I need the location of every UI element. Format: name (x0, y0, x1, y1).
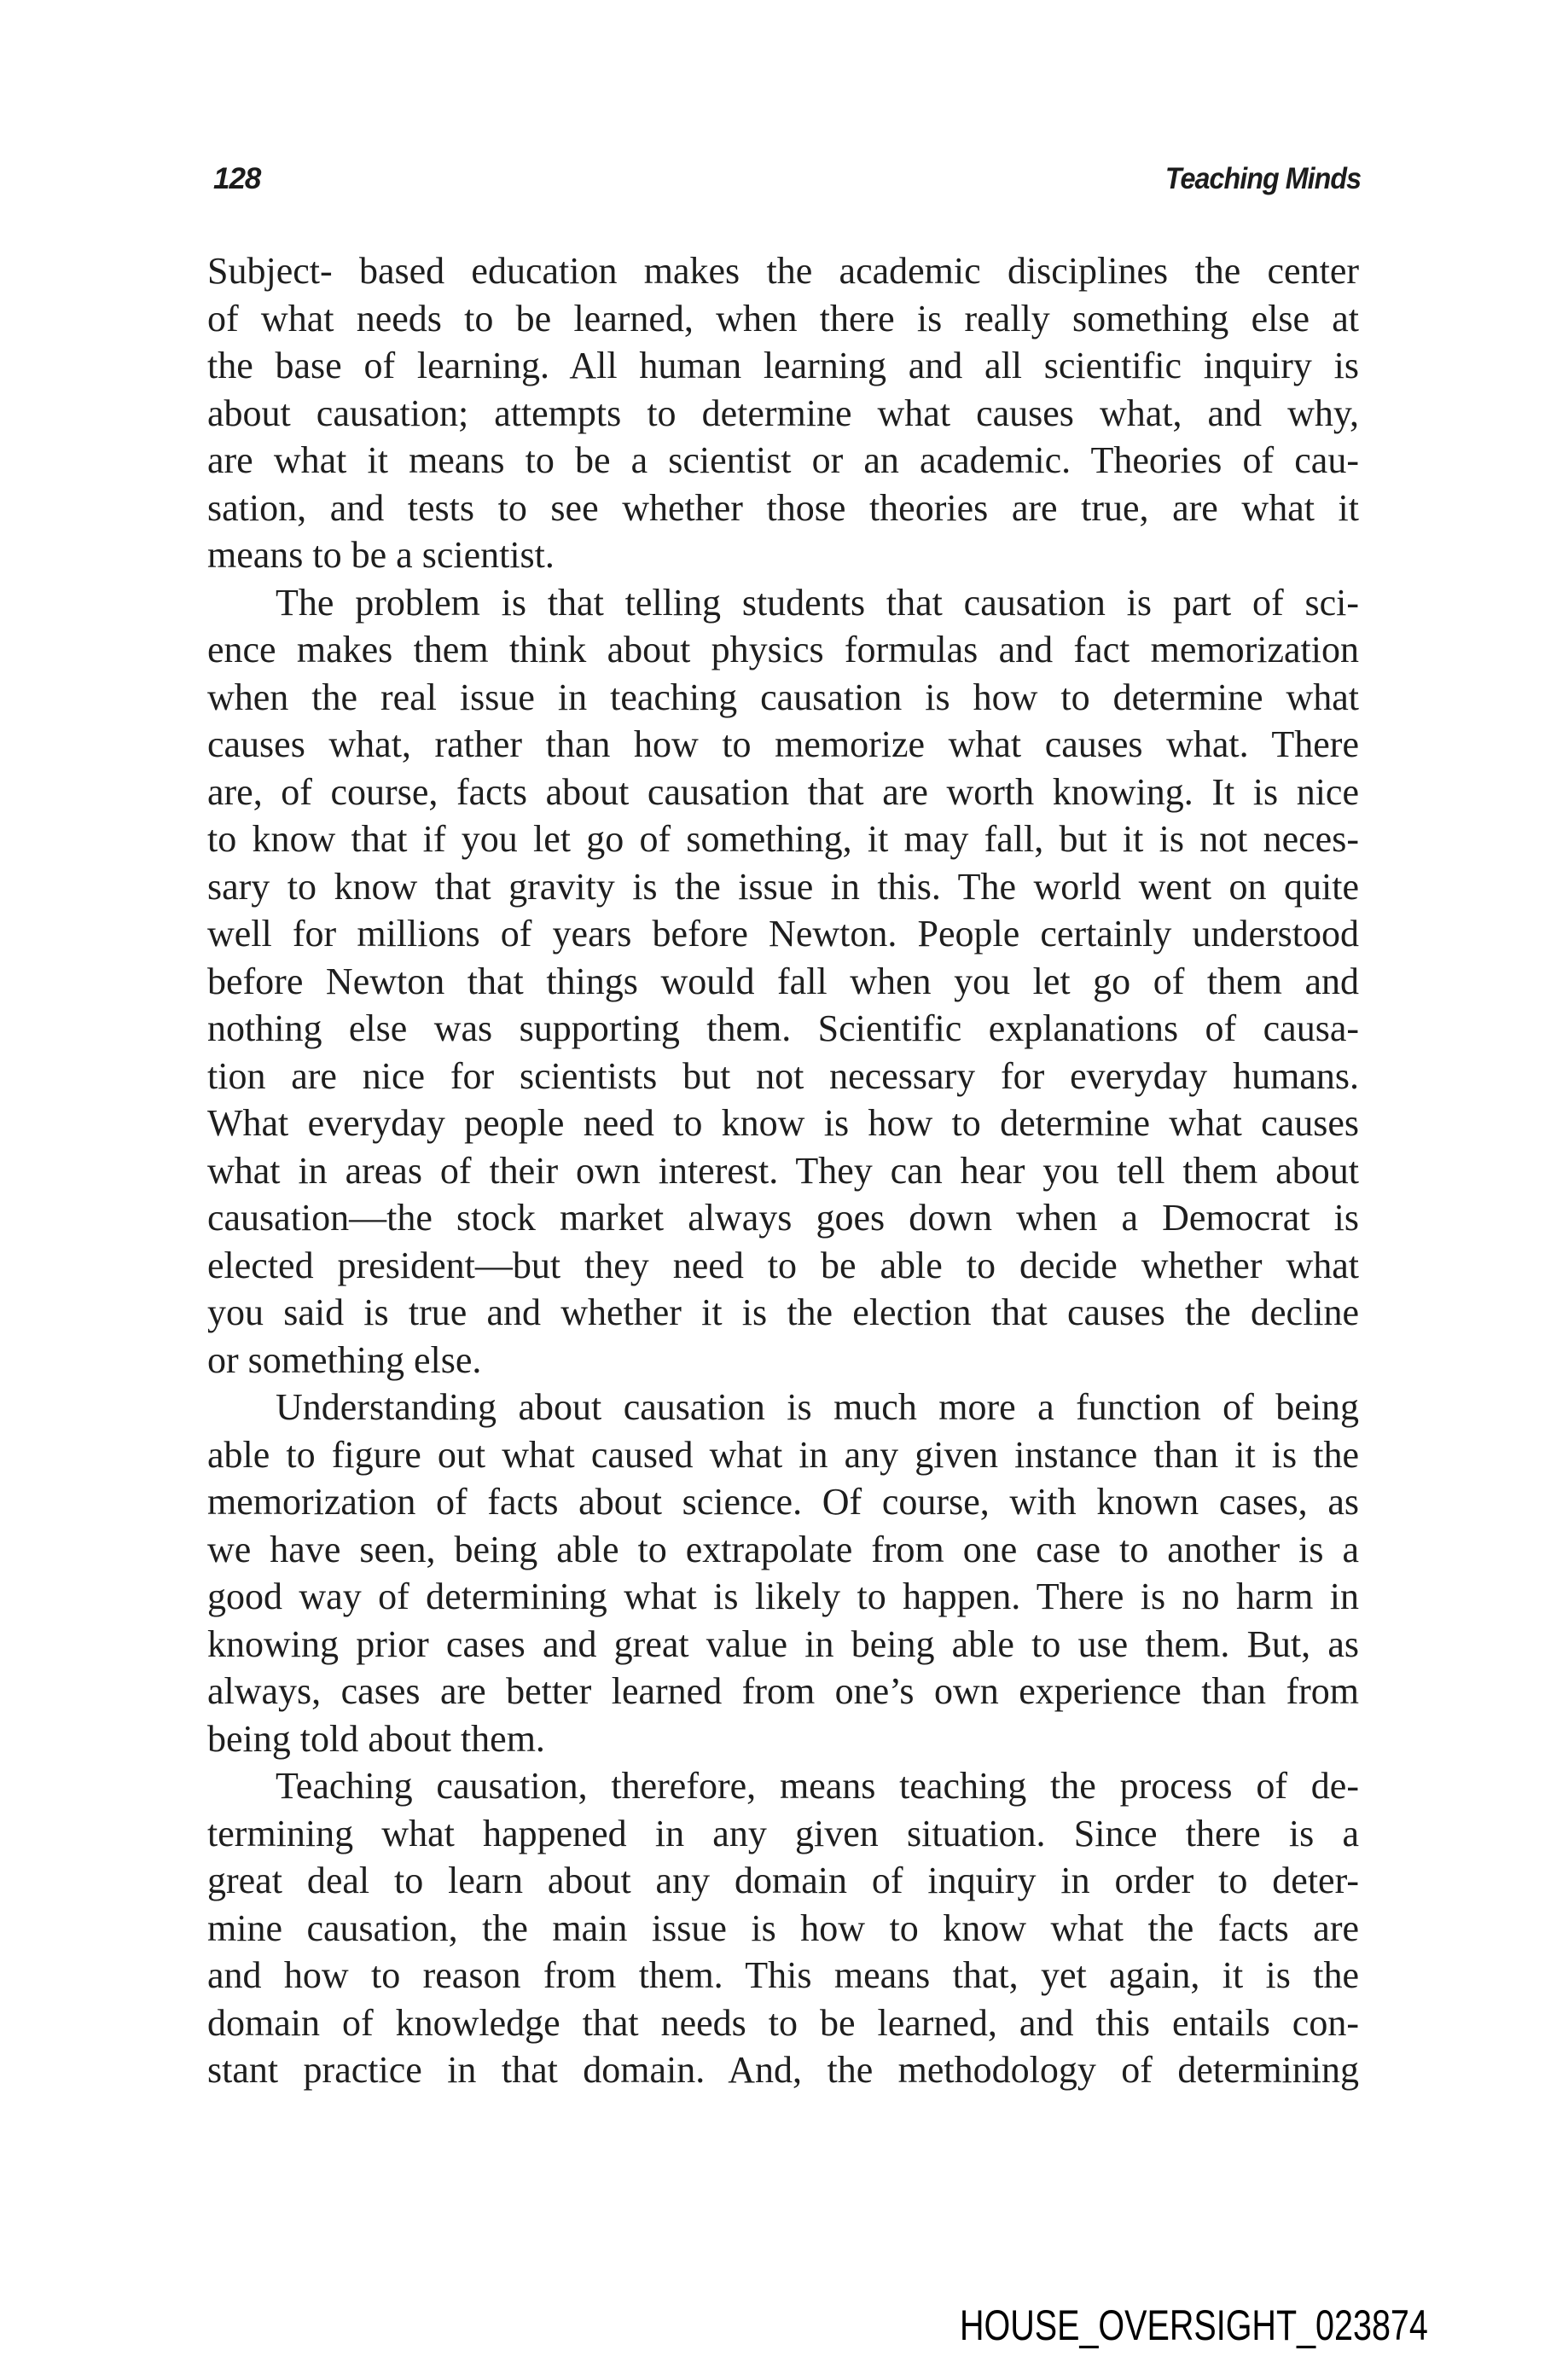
text-line: what in areas of their own interest. They can hear you tell them about (207, 1149, 1359, 1192)
text-line: always, cases are better learned from one’s own experience than from (207, 1670, 1359, 1712)
text-line: we have seen, being able to extrapolate from one case to another is a (207, 1528, 1359, 1570)
text-line: sary to know that gravity is the issue in this. The world went on quite (207, 865, 1359, 908)
book-title: Teaching Minds (1164, 162, 1361, 195)
text-line: when the real issue in teaching causation is how to determine what (207, 676, 1359, 718)
text-line: you said is true and whether it is the election that causes the decline (207, 1291, 1359, 1333)
text-line: domain of knowledge that needs to be learned, and this entails con- (207, 2001, 1359, 2044)
text-line: Teaching causation, therefore, means teaching the process of de- (276, 1765, 1359, 1807)
text-line: causation—the stock market always goes down when a Democrat is (207, 1197, 1359, 1239)
bates-stamp: HOUSE_OVERSIGHT_023874 (960, 2301, 1428, 2349)
text-line: What everyday people need to know is how to determine what causes (207, 1102, 1359, 1144)
text-line: able to figure out what caused what in any given instance than it is the (207, 1433, 1359, 1476)
text-line: knowing prior cases and great value in being able to use them. But, as (207, 1622, 1359, 1665)
text-line: nothing else was supporting them. Scientific explanations of causa- (207, 1007, 1359, 1049)
body-text (207, 247, 1359, 2094)
page-number: 128 (213, 162, 261, 195)
text-line: of what needs to be learned, when there is really something else at (207, 297, 1359, 340)
text-line: causes what, rather than how to memorize what causes what. There (207, 723, 1359, 765)
text-line: Subject- based education makes the academic disciplines the center (207, 250, 1359, 292)
running-head (213, 160, 1361, 198)
text-line: good way of determining what is likely to happen. There is no harm in (207, 1576, 1359, 1617)
text-line: or something else. (207, 1338, 482, 1381)
text-line: elected president—but they need to be able to decide whether what (207, 1244, 1359, 1286)
text-line: The problem is that telling students that causation is part of sci- (276, 581, 1359, 624)
paragraph (207, 1384, 1359, 1762)
paragraph (207, 1762, 1359, 2094)
text-line: Understanding about causation is much more a function of being (276, 1386, 1359, 1428)
text-line: the base of learning. All human learning and all scientific inquiry is (207, 345, 1359, 386)
paragraph (207, 579, 1359, 1384)
text-line: tion are nice for scientists but not necessary for everyday humans. (207, 1054, 1359, 1097)
text-line: sation, and tests to see whether those theories are true, are what it (207, 486, 1359, 529)
text-line: and how to reason from them. This means that, yet again, it is the (207, 1954, 1359, 1996)
text-line: termining what happened in any given situation. Since there is a (207, 1812, 1359, 1854)
text-line: mine causation, the main issue is how to know what the facts are (207, 1906, 1359, 1949)
text-line: great deal to learn about any domain of inquiry in order to deter- (207, 1860, 1359, 1901)
text-line: are what it means to be a scientist or an academic. Theories of cau- (207, 439, 1359, 481)
text-line: are, of course, facts about causation that are worth knowing. It is nice (207, 770, 1359, 813)
text-line: memorization of facts about science. Of course, with known cases, as (207, 1481, 1359, 1523)
text-line: well for millions of years before Newton. People certainly understood (207, 913, 1359, 955)
text-line: stant practice in that domain. And, the methodology of determining (207, 2049, 1359, 2091)
text-line: to know that if you let go of something, it may fall, but it is not neces- (207, 818, 1359, 860)
text-line: before Newton that things would fall when you let go of them and (207, 960, 1359, 1002)
text-line: ence makes them think about physics formulas and fact memorization (207, 629, 1359, 670)
text-line: about causation; attempts to determine what causes what, and why, (207, 392, 1359, 434)
text-line: being told about them. (207, 1717, 545, 1760)
text-line: means to be a scientist. (207, 534, 555, 576)
paragraph (207, 247, 1359, 579)
